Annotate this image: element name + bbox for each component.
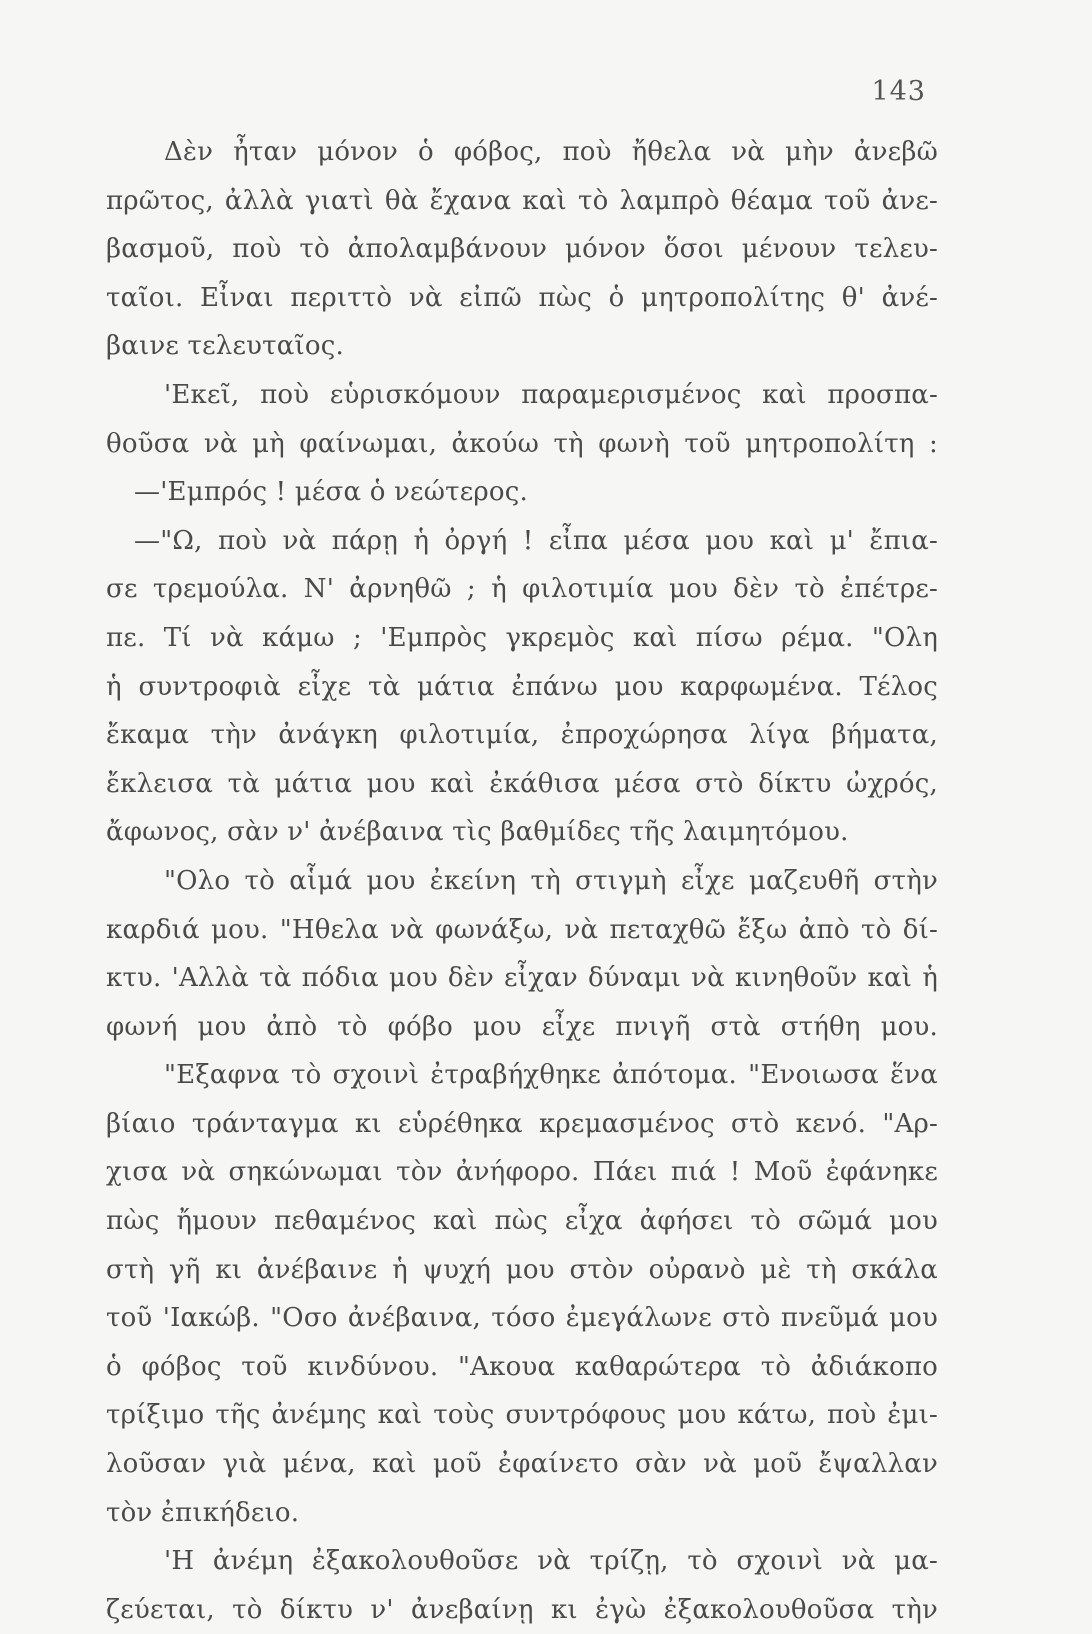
text-line: ἔκλεισα τὰ μάτια μου καὶ ἐκάθισα μέσα στὸ δίκτυ ὠχρός,	[106, 768, 938, 799]
text-line: βίαιο τράνταγμα κι εὑρέθηκα κρεμασμένος στὸ κενό. "Αρ-	[106, 1108, 938, 1139]
text-line: βασμοῦ, ποὺ τὸ ἀπολαμβάνουν μόνον ὅσοι μένουν τελευ-	[106, 234, 938, 265]
body-text	[106, 128, 938, 1634]
text-line: "Ολο τὸ αἷμά μου ἐκείνη τὴ στιγμὴ εἶχε μαζευθῆ στὴν	[164, 865, 938, 896]
text-line: Δὲν ἦταν μόνον ὁ φόβος, ποὺ ἤθελα νὰ μὴν ἀνεβῶ	[164, 137, 938, 167]
text-line: "Εξαφνα τὸ σχοινὶ ἐτραβήχθηκε ἀπότομα. "Ενοιωσα ἕνα	[164, 1060, 938, 1091]
text-line: —'Εμπρός ! μέσα ὁ νεώτερος.	[134, 477, 528, 508]
text-line: ταῖοι. Εἶναι περιττὸ νὰ εἰπῶ πὼς ὁ μητροπολίτης θ' ἀνέ-	[106, 282, 938, 313]
text-line: καρδιά μου. "Ηθελα νὰ φωνάξω, νὰ πεταχθῶ ἔξω ἀπὸ τὸ δί-	[106, 914, 938, 945]
text-line: 'Εκεῖ, ποὺ εὑρισκόμουν παραμερισμένος καὶ προσπα-	[164, 379, 938, 410]
text-line: χισα νὰ σηκώνωμαι τὸν ἀνήφορο. Πάει πιά ! Μοῦ ἐφάνηκε	[106, 1157, 938, 1188]
text-line: λοῦσαν γιὰ μένα, καὶ μοῦ ἐφαίνετο σὰν νὰ μοῦ ἔψαλλαν	[106, 1449, 938, 1480]
text-line: κτυ. 'Αλλὰ τὰ πόδια μου δὲν εἶχαν δύναμι νὰ κινηθοῦν καὶ ἡ	[106, 963, 938, 994]
text-line: ζεύεται, τὸ δίκτυ ν' ἀνεβαίνῃ κι ἐγὼ ἐξακολουθοῦσα τὴν	[106, 1594, 938, 1625]
text-line: σε τρεμούλα. Ν' ἀρνηθῶ ; ἡ φιλοτιμία μου δὲν τὸ ἐπέτρε-	[106, 574, 938, 605]
text-line: ἡ συντροφιὰ εἶχε τὰ μάτια ἐπάνω μου καρφωμένα. Τέλος	[106, 671, 938, 702]
text-line: —"Ω, ποὺ νὰ πάρῃ ἡ ὀργή ! εἶπα μέσα μου καὶ μ' ἔπια-	[134, 525, 938, 556]
text-line: τρίξιμο τῆς ἀνέμης καὶ τοὺς συντρόφους μου κάτω, ποὺ ἐμι-	[106, 1400, 938, 1431]
text-line: πε. Τί νὰ κάμω ; 'Εμπρὸς γκρεμὸς καὶ πίσω ρέμα. "Ολη	[106, 622, 938, 653]
text-line: στὴ γῆ κι ἀνέβαινε ἡ ψυχή μου στὸν οὐρανὸ μὲ τὴ σκάλα	[106, 1254, 938, 1285]
text-line: πρῶτος, ἀλλὰ γιατὶ θὰ ἔχανα καὶ τὸ λαμπρὸ θέαμα τοῦ ἀνε-	[106, 185, 938, 216]
text-line: ἄφωνος, σὰν ν' ἀνέβαινα τὶς βαθμίδες τῆς λαιμητόμου.	[106, 817, 849, 848]
text-line: τὸν ἐπικήδειο.	[106, 1497, 300, 1528]
text-line: πὼς ἤμουν πεθαμένος καὶ πὼς εἶχα ἀφήσει τὸ σῶμά μου	[106, 1206, 938, 1237]
text-line: 'Η ἀνέμη ἐξακολουθοῦσε νὰ τρίζῃ, τὸ σχοινὶ νὰ μα-	[164, 1546, 938, 1577]
text-line: φωνή μου ἀπὸ τὸ φόβο μου εἶχε πνιγῆ στὰ στήθη μου.	[106, 1011, 938, 1042]
text-line: ἔκαμα τὴν ἀνάγκη φιλοτιμία, ἐπροχώρησα λίγα βήματα,	[106, 720, 938, 751]
text-line: ὁ φόβος τοῦ κινδύνου. "Ακουα καθαρώτερα τὸ ἀδιάκοπο	[106, 1351, 938, 1382]
text-line: βαινε τελευταῖος.	[106, 331, 344, 362]
text-line: τοῦ 'Ιακώβ. "Οσο ἀνέβαινα, τόσο ἐμεγάλωνε στὸ πνεῦμά μου	[106, 1303, 938, 1334]
text-line: θοῦσα νὰ μὴ φαίνωμαι, ἀκούω τὴ φωνὴ τοῦ μητροπολίτη :	[106, 428, 938, 459]
page-number: 143	[871, 76, 926, 107]
